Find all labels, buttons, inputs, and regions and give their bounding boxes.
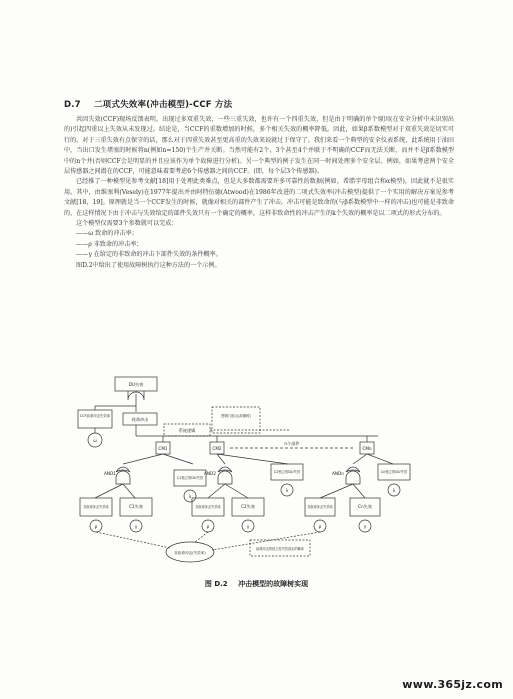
section-number: D.7 (64, 100, 81, 110)
and-label-1: AND1 (104, 471, 116, 476)
and-label-2: AND2 (204, 471, 216, 476)
fatal-shock-label: 致命冲击 (131, 417, 149, 422)
cm-block-n: CMn (362, 446, 372, 451)
param-item: ——ω 致命的冲击率； (76, 230, 138, 238)
independent-du-n: Cn独立的DU失效 (380, 470, 408, 474)
param-list (64, 229, 454, 260)
caption-number: 图 D.2 (204, 580, 228, 588)
paragraph-1: 共因失效(CCF)现场反馈表明，出现过多双重失效，一些三重失效，也许有一个四重失效，但是由于明确的单个原因(在安全分析中未识别出的)引起四重以上失效从未发现过。结论是，当CCF的重数增加的时候，多个相关失效的概率降低。因此，如果β系数模型对于双重失效是切实可行的，对于三重失效有点保守的话，那么对于四重失效甚至更高重的失效来说就过于保守了。我们来看一个典型的安全仪表系统，此系统用于油田中，当出口发生堵塞的时候将n(例如n=150)个生产井关断。当然可能有2个、3个甚至4个并联于不明确的CCF而无法关断，而并不是β系数模型中的n个井(否则CCF会是明显的并且应该作为单个故障进行分析)。另一个典型的例子发生在同一时间处理多个安全层。例如，如果考虑两个安全层传感器之间潜在的CCF，可能意味着要考虑6个传感器之间的CCF。(即，每个层3个传感器)。 (64, 116, 454, 176)
params-intro: 这个模型仅需要3个参数就可以完成： (76, 220, 178, 228)
nonfatal-rate-2: 非致命冲击失效率 (195, 505, 221, 509)
cm-block-2: CM2 (212, 446, 222, 451)
watermark: www.365jz.com (402, 678, 503, 691)
gamma-symbol-2: γ (246, 524, 250, 529)
figure-caption (0, 579, 513, 589)
logic-note: 逻辑门组合(故障树) (221, 414, 251, 418)
figure-intro: 图D.2中给出了使用故障树执行这种方法的一个示例。 (76, 261, 221, 269)
lambda-1: λ (188, 494, 192, 499)
caption-title: 冲击模型的故障树实现 (238, 580, 309, 588)
param-item: ——γ 在给定的非致命的冲击下部件失效的条件概率。 (76, 251, 222, 259)
rho-symbol-2: ρ (206, 524, 210, 529)
independent-du-1: C1独立的DU失效 (176, 476, 204, 480)
note-label: 致命冲击的独立性失效真实的概率 (256, 547, 304, 551)
lambda-n: λ (392, 488, 396, 493)
fault-tree-diagram (60, 372, 460, 577)
and-label-n: ANDn (332, 471, 344, 476)
section-title: 二项式失效率(冲击模型)-CCF 方法 (93, 100, 233, 110)
system-logic-label: 系统逻辑 (178, 428, 196, 433)
nonfatal-rate-1: 非致命冲击失效率 (83, 505, 109, 509)
paragraph-2: 已经推了一种模型见参考文献[18]用于处理此类难点，但是大多数都需要许多可靠性的数据(例如，希腊字母组合和α模型)，因此就不是很实用。其中，由维塞利(Vesely)在1977年提出并由阿特伍德(Atwood)在1986年改进的二项式失效率(冲击模型)提供了一个实用的解决方案见参考文献[18，19]。原理就是当一个CCF发生的时候，就像对相关的部件产生了冲击。冲击可能是致命的(与β系数模型中一样的冲击)也可能是非致命的，在这样情况下由于冲击与失效给定的部件失效只有一个确定的概率，这样非致命性的冲击产生的k个失效的概率是以二项式的形式分布的。 (64, 178, 454, 217)
rho-symbol-n: ρ (318, 524, 322, 529)
section-heading (64, 98, 232, 110)
cn-fail: Cn失效 (358, 504, 372, 509)
param-item: ——ρ 非致命的冲击率； (76, 240, 143, 248)
gamma-symbol-1: γ (134, 524, 138, 529)
n-parts-label: n个部件 (284, 441, 300, 446)
cm-block-1: CM1 (158, 446, 168, 451)
top-event-label: DU失效 (128, 382, 144, 387)
c1-fail: C1失效 (129, 504, 143, 509)
common-nonfatal-label: 非致命冲击(失效率) (174, 551, 206, 555)
lambda-2: λ (285, 488, 289, 493)
c2-fail: C2失效 (241, 504, 255, 509)
nonfatal-rate-n: 非致命冲击失效率 (307, 505, 333, 509)
body-text (64, 115, 454, 271)
rho-symbol-1: ρ (94, 524, 98, 529)
gamma-symbol-n: γ (363, 524, 367, 529)
omega-symbol: ω (93, 438, 97, 443)
independent-du-2: C2独立的DU失效 (273, 470, 301, 474)
ccf-label: CCF致命冲击失效率 (79, 414, 111, 418)
